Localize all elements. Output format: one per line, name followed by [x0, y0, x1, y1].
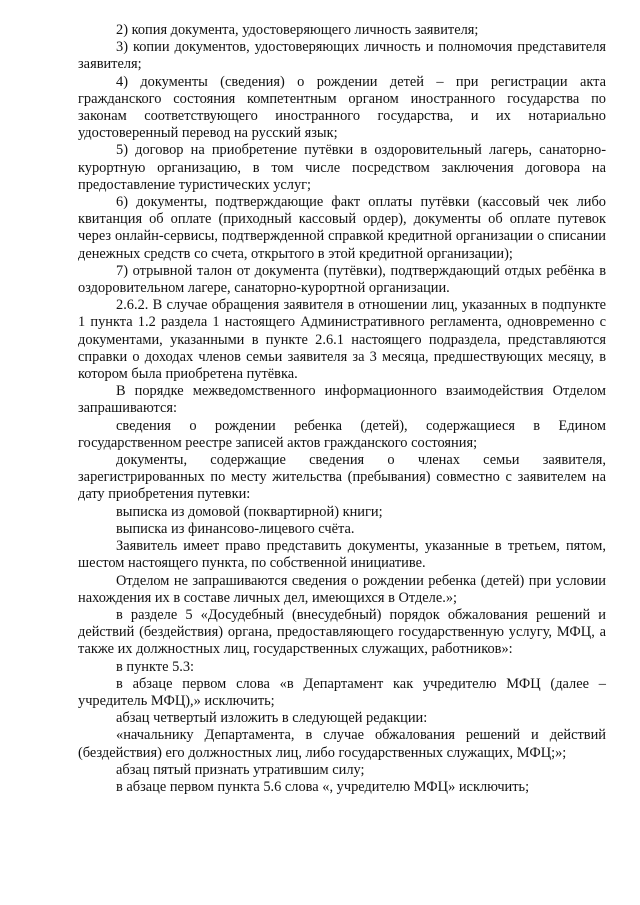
paragraph-item-6: 6) документы, подтверждающие факт оплаты путёвки (кассовый чек либо квитанция об оплате (приходный кассовый ордер), документы об оплате путевок через онлайн-сервисы, подтвержденной справкой кредитной организации о списании денежных средств со счета, открытого в этой кредитной организации);	[78, 194, 606, 262]
paragraph-item-5: 5) договор на приобретение путёвки в оздоровительный лагерь, санаторно-курортную организацию, в том числе посредством заключения договора на предоставление туристических услуг;	[78, 142, 606, 193]
paragraph-fifth-abzac: абзац пятый признать утратившим силу;	[116, 761, 365, 778]
paragraph-section-5: в разделе 5 «Досудебный (внесудебный) порядок обжалования решений и действий (бездействия) органа, предоставляющего государственную услугу, МФЦ, а также их должностных лиц, государственных служащих, работников»:	[78, 606, 606, 658]
paragraph-account-statement: выписка из финансово-лицевого счёта.	[116, 520, 355, 537]
paragraph-family-documents: документы, содержащие сведения о членах семьи заявителя, зарегистрированных по месту жительства (пребывания) совместно с заявителем на дату приобретения путевки:	[78, 452, 606, 503]
paragraph-fourth-abzac-text: «начальнику Департамента, в случае обжалования решений и действий (бездействия) его должностных лиц, либо государственных служащих, МФЦ;»;	[78, 727, 606, 761]
paragraph-item-3: 3) копии документов, удостоверяющих личность и полномочия представителя заявителя;	[78, 39, 606, 73]
paragraph-clause-5-3: в пункте 5.3:	[116, 658, 195, 675]
paragraph-item-2: 2) копия документа, удостоверяющего личность заявителя;	[116, 22, 479, 38]
paragraph-item-7: 7) отрывной талон от документа (путёвки), подтверждающий отдых ребёнка в оздоровительном лагере, санаторно-курортной организации.	[78, 262, 606, 297]
paragraph-interagency-intro: В порядке межведомственного информационного взаимодействия Отделом запрашиваются:	[78, 383, 606, 417]
paragraph-applicant-right: Заявитель имеет право представить документы, указанные в третьем, пятом, шестом настоящего пункта, по собственной инициативе.	[78, 538, 606, 572]
paragraph-birth-records: сведения о рождении ребенка (детей), содержащиеся в Едином государственном реестре записей актов гражданского состояния;	[78, 417, 606, 451]
paragraph-not-requested: Отделом не запрашиваются сведения о рождении ребенка (детей) при условии нахождения их в составе личных дел, имеющихся в Отделе.»;	[78, 572, 606, 606]
paragraph-first-abzac: в абзаце первом слова «в Департамент как учредителю МФЦ (далее – учредитель МФЦ),» исключить;	[78, 675, 606, 709]
paragraph-item-4: 4) документы (сведения) о рождении детей – при регистрации акта гражданского состояния компетентным органом иностранного государства по законам соответствующего иностранного государства, и их нотариально удостоверенный перевод на русский язык;	[78, 73, 606, 142]
paragraph-clause-5-6: в абзаце первом пункта 5.6 слова «, учредителю МФЦ» исключить;	[116, 778, 530, 795]
paragraph-house-book: выписка из домовой (поквартирной) книги;	[116, 503, 383, 520]
paragraph-clause-2-6-2: 2.6.2. В случае обращения заявителя в отношении лиц, указанных в подпункте 1 пункта 1.2 раздела 1 настоящего Административного регламента, одновременно с документами, указанными в пункте 2.6.1 настоящего подраздела, представляются справки о доходах членов семьи заявителя за 3 месяца, предшествующих месяцу, в котором была приобретена путёвка.	[78, 297, 606, 383]
document-page	[78, 22, 606, 796]
paragraph-fourth-abzac: абзац четвертый изложить в следующей редакции:	[116, 710, 428, 727]
